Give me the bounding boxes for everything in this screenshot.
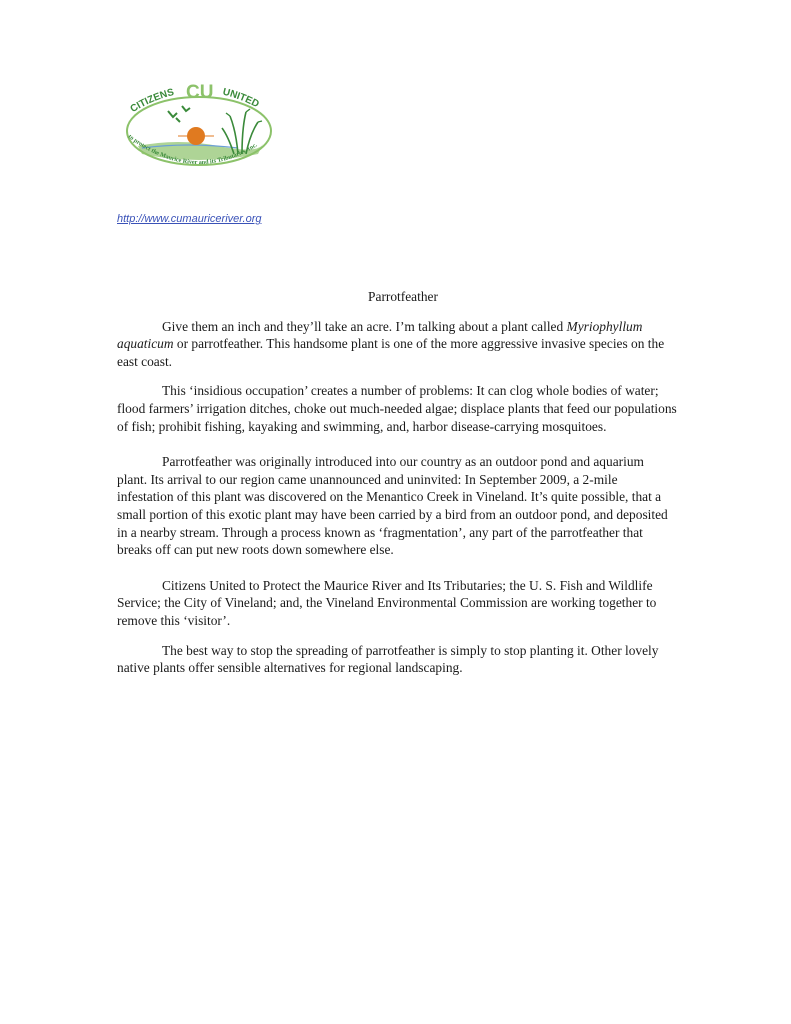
svg-text:UNITED: UNITED bbox=[221, 86, 261, 111]
logo-emblem bbox=[118, 76, 280, 176]
svg-text:to protect the Maurice River a: to protect the Maurice River and its Tributaries, Inc. bbox=[126, 133, 259, 167]
page-title: Parrotfeather bbox=[368, 289, 438, 304]
svg-text:CITIZENS: CITIZENS bbox=[128, 86, 176, 115]
paragraph-3: Parrotfeather was originally introduced into our country as an outdoor pond and aquarium plant. Its arrival to our region came unannounced and uninvited: In September 2009, a 2-mile infestation of this plant was discovered on the Menantico Creek in Vineland. It’s quite possible, that a small portion of this exotic plant may have been carried by a bird from an outdoor pond, and deposited in a nearby stream. Through a process known as ‘fragmentation’, any part of the parrotfeather that breaks off can put new roots down somewhere else. bbox=[117, 454, 668, 558]
article bbox=[117, 288, 677, 689]
p1-text-c: or parrotfeather. This handsome plant is one of the more aggressive invasive species on the east coast. bbox=[117, 336, 665, 369]
citizens-united-logo bbox=[118, 76, 280, 176]
website-link[interactable]: http://www.cumauriceriver.org bbox=[117, 213, 262, 225]
paragraph-5: The best way to stop the spreading of parrotfeather is simply to stop planting it. Other lovely native plants offer sensible alternatives for regional landscaping. bbox=[117, 642, 659, 676]
paragraph-4: Citizens United to Protect the Maurice River and Its Tributaries; the U. S. Fish and Wildlife Service; the City of Vineland; and, the Vineland Environmental Commission are working together to remove this ‘visitor’. bbox=[117, 577, 657, 628]
svg-text:CU: CU bbox=[186, 82, 214, 103]
paragraph-1 bbox=[117, 318, 677, 371]
paragraph-2: This ‘insidious occupation’ creates a number of problems: It can clog whole bodies of water; flood farmers’ irrigation ditches, choke out much-needed algae; displace plants that feed our populations of fish; prohibit fishing, kayaking and swimming, and, harbor disease-carrying mosquitoes. bbox=[117, 383, 677, 434]
p1-scientific-name: Myriophyllum aquaticum bbox=[117, 318, 643, 352]
p1-text-a: Give them an inch and they’ll take an acre. I’m talking about a plant called bbox=[162, 318, 567, 334]
